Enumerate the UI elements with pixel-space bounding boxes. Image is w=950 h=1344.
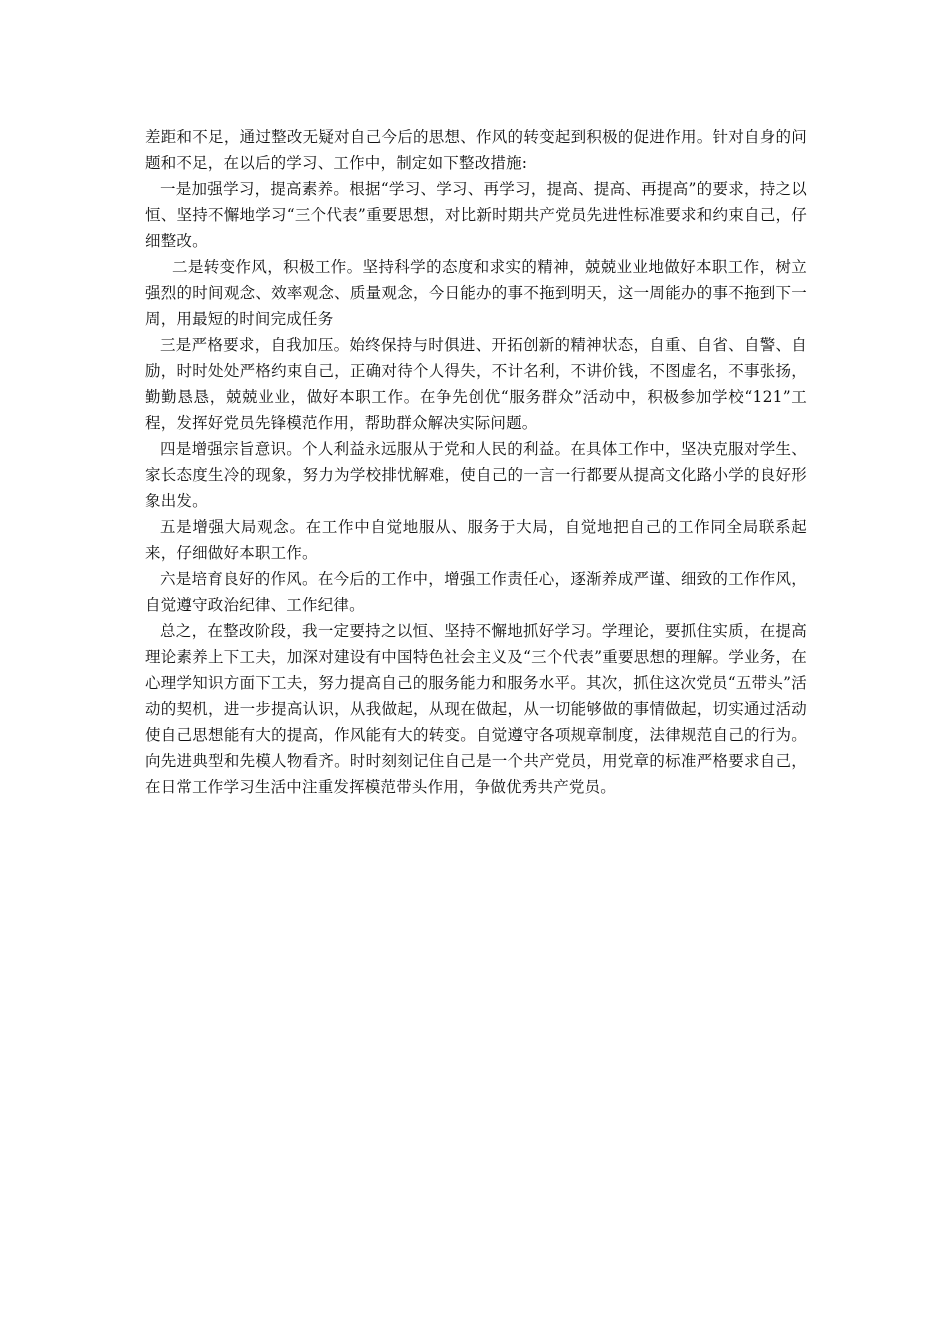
- paragraph-intro: 差距和不足，通过整改无疑对自己今后的思想、作风的转变起到积极的促进作用。针对自身的问题和不足，在以后的学习、工作中，制定如下整改措施:: [145, 128, 807, 172]
- paragraph-measure-4: 四是增强宗旨意识。个人利益永远服从于党和人民的利益。在具体工作中，坚决克服对学生、家长态度生冷的现象，努力为学校排忧解难，使自己的一言一行都要从提高文化路小学的良好形象出发。: [145, 440, 807, 510]
- paragraph-measure-1: 一是加强学习，提高素养。根据“学习、学习、再学习，提高、提高、再提高”的要求，持之以恒、坚持不懈地学习“三个代表”重要思想，对比新时期共产党员先进性标准要求和约束自己，仔细整改。: [145, 180, 807, 250]
- document-body: [145, 124, 807, 800]
- paragraph-summary: 总之，在整改阶段，我一定要持之以恒、坚持不懈地抓好学习。学理论，要抓住实质，在提高理论素养上下工夫，加深对建设有中国特色社会主义及“三个代表”重要思想的理解。学业务，在心理学知识方面下工夫，努力提高自己的服务能力和服务水平。其次，抓住这次党员“五带头”活动的契机，进一步提高认识，从我做起，从现在做起，从一切能够做的事情做起，切实通过活动使自己思想能有大的提高，作风能有大的转变。自觉遵守各项规章制度，法律规范自己的行为。向先进典型和先模人物看齐。时时刻刻记住自己是一个共产党员，用党章的标准严格要求自己，在日常工作学习生活中注重发挥模范带头作用，争做优秀共产党员。: [145, 622, 807, 796]
- paragraph-measure-6: 六是培育良好的作风。在今后的工作中，增强工作责任心，逐渐养成严谨、细致的工作作风，自觉遵守政治纪律、工作纪律。: [145, 570, 807, 614]
- paragraph-measure-3: 三是严格要求，自我加压。始终保持与时俱进、开拓创新的精神状态，自重、自省、自警、自励，时时处处严格约束自己，正确对待个人得失，不计名利，不讲价钱，不图虚名，不事张扬，勤勤恳恳，兢兢业业，做好本职工作。在争先创优“服务群众”活动中，积极参加学校“121”工程，发挥好党员先锋模范作用，帮助群众解决实际问题。: [145, 336, 807, 432]
- paragraph-measure-5: 五是增强大局观念。在工作中自觉地服从、服务于大局，自觉地把自己的工作同全局联系起来，仔细做好本职工作。: [145, 518, 807, 562]
- paragraph-measure-2: 二是转变作风，积极工作。坚持科学的态度和求实的精神，兢兢业业地做好本职工作，树立强烈的时间观念、效率观念、质量观念，今日能办的事不拖到明天，这一周能办的事不拖到下一周，用最短的时间完成任务: [145, 258, 807, 328]
